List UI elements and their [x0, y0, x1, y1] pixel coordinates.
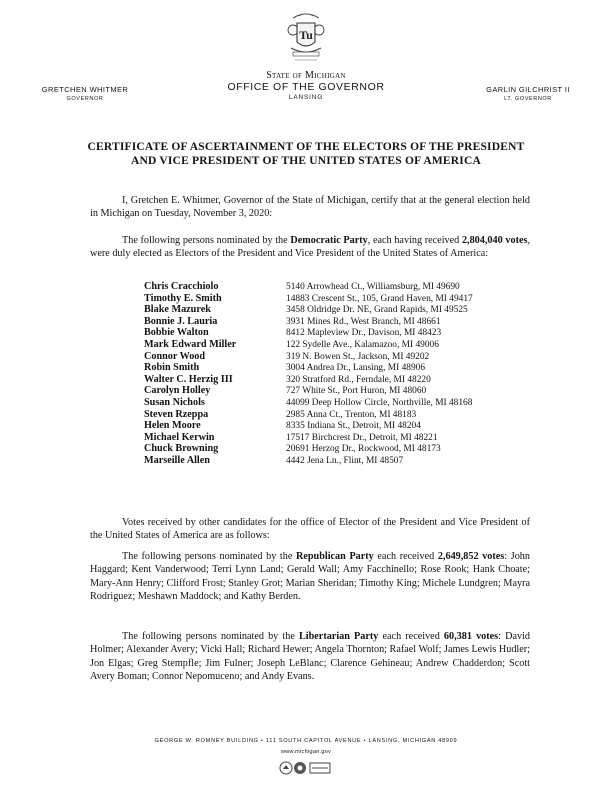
- elector-row: [144, 316, 544, 328]
- elector-name: Robin Smith: [144, 362, 200, 374]
- certificate-title: [60, 140, 552, 168]
- democratic-party-name: Democratic Party: [290, 235, 368, 246]
- republican-text-mid: each received: [373, 551, 438, 562]
- elector-row: [144, 397, 544, 409]
- elector-name: Blake Mazurek: [144, 304, 211, 316]
- electors-list: [144, 281, 544, 467]
- elector-name: Timothy E. Smith: [144, 292, 222, 304]
- libertarian-text-pre: The following persons nominated by the: [122, 631, 299, 642]
- letterhead-center: [206, 70, 406, 102]
- elector-name: Marseille Allen: [144, 454, 210, 466]
- elector-address: 14883 Crescent St., 105, Grand Haven, MI 49417: [286, 293, 473, 304]
- republican-text-pre: The following persons nominated by the: [122, 551, 296, 562]
- elector-address: 122 Sydelle Ave., Kalamazoo, MI 49006: [286, 339, 439, 350]
- libertarian-party-name: Libertarian Party: [298, 631, 379, 642]
- elector-row: [144, 281, 544, 293]
- elector-address: 5140 Arrowhead Ct., Williamsburg, MI 49690: [286, 282, 460, 292]
- democratic-vote-count: 2,804,040 votes: [461, 235, 528, 246]
- libertarian-text-post: : David Holmer; Alexander Avery; Vicki Hall; Richard Hewer; Angela Thornton; Rafael Wolf; James Lewis Hudler; Jon Elgas; Greg Stempfle; Jim Fulner; Joseph LeBlanc; Clarence Gehineau; Andrew Chadderdon; Scott Avery Boman; Connor Nepomuceno; and Andy Evans.: [90, 631, 531, 683]
- lt-governor-title: LT. GOVERNOR: [504, 96, 552, 102]
- elector-address: 20691 Herzog Dr., Rockwood, MI 48173: [286, 444, 441, 455]
- svg-text:Tu: Tu: [299, 28, 313, 42]
- elector-address: 44099 Deep Hollow Circle, Northville, MI 48168: [286, 397, 473, 408]
- elector-row: [144, 455, 544, 467]
- libertarian-vote-count: 60,381 votes: [443, 631, 499, 642]
- certificate-title-line2: AND VICE PRESIDENT OF THE UNITED STATES OF AMERICA: [131, 155, 481, 167]
- elector-name: Walter C. Herzig III: [144, 373, 233, 385]
- lt-governor-block: [468, 85, 588, 103]
- elector-address: 17517 Birchcrest Dr., Detroit, MI 48221: [286, 432, 438, 443]
- elector-name: Carolyn Holley: [144, 385, 211, 397]
- republican-paragraph: [90, 550, 530, 604]
- elector-name: Michael Kerwin: [144, 431, 215, 443]
- elector-name: Mark Edward Miller: [144, 338, 237, 350]
- elector-name: Connor Wood: [144, 350, 206, 362]
- elector-row: [144, 432, 544, 444]
- office-name: OFFICE OF THE GOVERNOR: [227, 81, 385, 93]
- footer-url: www.michigan.gov: [280, 749, 332, 755]
- elector-address: 8412 Mapleview Dr., Davison, MI 48423: [286, 328, 442, 339]
- elector-row: [144, 420, 544, 432]
- libertarian-text-mid: each received: [378, 631, 444, 642]
- elector-address: 8335 Indiana St., Detroit, MI 48204: [286, 421, 421, 432]
- elector-row: [144, 362, 544, 374]
- elector-address: 320 Stratford Rd., Ferndale, MI 48220: [286, 374, 431, 385]
- intro-text: I, Gretchen E. Whitmer, Governor of the State of Michigan, certify that at the general election held in Michigan on Tuesday, November 3, 2020:: [90, 195, 530, 220]
- recycled-paper-icons: [278, 760, 334, 776]
- elector-row: [144, 339, 544, 351]
- republican-party-name: Republican Party: [296, 551, 374, 562]
- elector-name: Chuck Browning: [144, 443, 219, 455]
- elector-name: Bobbie Walton: [144, 327, 209, 339]
- elector-row: [144, 327, 544, 339]
- lt-governor-name: GARLIN GILCHRIST II: [486, 85, 570, 94]
- elector-address: 2985 Anna Ct., Trenton, MI 48183: [286, 409, 417, 420]
- democratic-text-pre: The following persons nominated by the: [122, 235, 291, 246]
- other-votes-paragraph: [90, 516, 530, 543]
- elector-name: Susan Nichols: [144, 396, 205, 408]
- elector-name: Helen Moore: [144, 420, 201, 432]
- libertarian-paragraph: [90, 630, 530, 684]
- elector-name: Chris Cracchiolo: [144, 281, 219, 292]
- elector-address: 3004 Andrea Dr., Lansing, MI 48906: [286, 363, 426, 374]
- democratic-text-post: , were duly elected as Electors of the President and Vice President of the United States of America:: [90, 235, 530, 260]
- elector-row: [144, 443, 544, 455]
- elector-address: 3458 Oldridge Dr. NE, Grand Rapids, MI 49525: [286, 305, 468, 316]
- elector-address: 319 N. Bowen St., Jackson, MI 49202: [286, 351, 430, 362]
- elector-row: [144, 304, 544, 316]
- elector-row: [144, 409, 544, 421]
- other-votes-text: Votes received by other candidates for the office of Elector of the President and Vice President of the United States of America are as follows:: [90, 517, 530, 542]
- elector-address: 4442 Jena Ln., Flint, MI 48507: [286, 455, 404, 466]
- elector-address: 727 White St., Port Huron, MI 48060: [286, 386, 427, 397]
- intro-paragraph: [90, 194, 530, 221]
- elector-row: [144, 374, 544, 386]
- elector-row: [144, 351, 544, 363]
- elector-row: [144, 385, 544, 397]
- republican-text-post: : John Haggard; Kent Vanderwood; Terri Lynn Land; Gerald Wall; Amy Facchinello; Rose Rook; Hank Choate; Mary-Ann Henry; Clifford Frost; Stanley Grot; Marian Sheridan; Timothy King; Michele Lundgren; Mayra Rodriguez; Meshawn Maddock; and Kathy Berden.: [90, 551, 530, 603]
- office-city: LANSING: [288, 94, 324, 101]
- state-name: State of Michigan: [266, 70, 346, 81]
- governor-block: [25, 85, 145, 103]
- democratic-paragraph: [90, 234, 530, 261]
- footer-address: GEORGE W. ROMNEY BUILDING • 111 SOUTH CAPITOL AVENUE • LANSING, MICHIGAN 48909: [154, 738, 458, 744]
- elector-address: 3931 Mines Rd., West Branch, MI 48661: [286, 316, 441, 327]
- certificate-title-line1: CERTIFICATE OF ASCERTAINMENT OF THE ELECTORS OF THE PRESIDENT: [87, 141, 525, 153]
- governor-title: GOVERNOR: [66, 96, 104, 102]
- governor-name: GRETCHEN WHITMER: [41, 85, 129, 94]
- elector-row: [144, 293, 544, 305]
- elector-name: Bonnie J. Lauria: [144, 315, 218, 327]
- elector-name: Steven Rzeppa: [144, 408, 209, 420]
- republican-vote-count: 2,649,852 votes: [437, 551, 505, 562]
- state-seal-icon: [285, 8, 327, 66]
- democratic-text-mid: , each having received: [367, 235, 462, 246]
